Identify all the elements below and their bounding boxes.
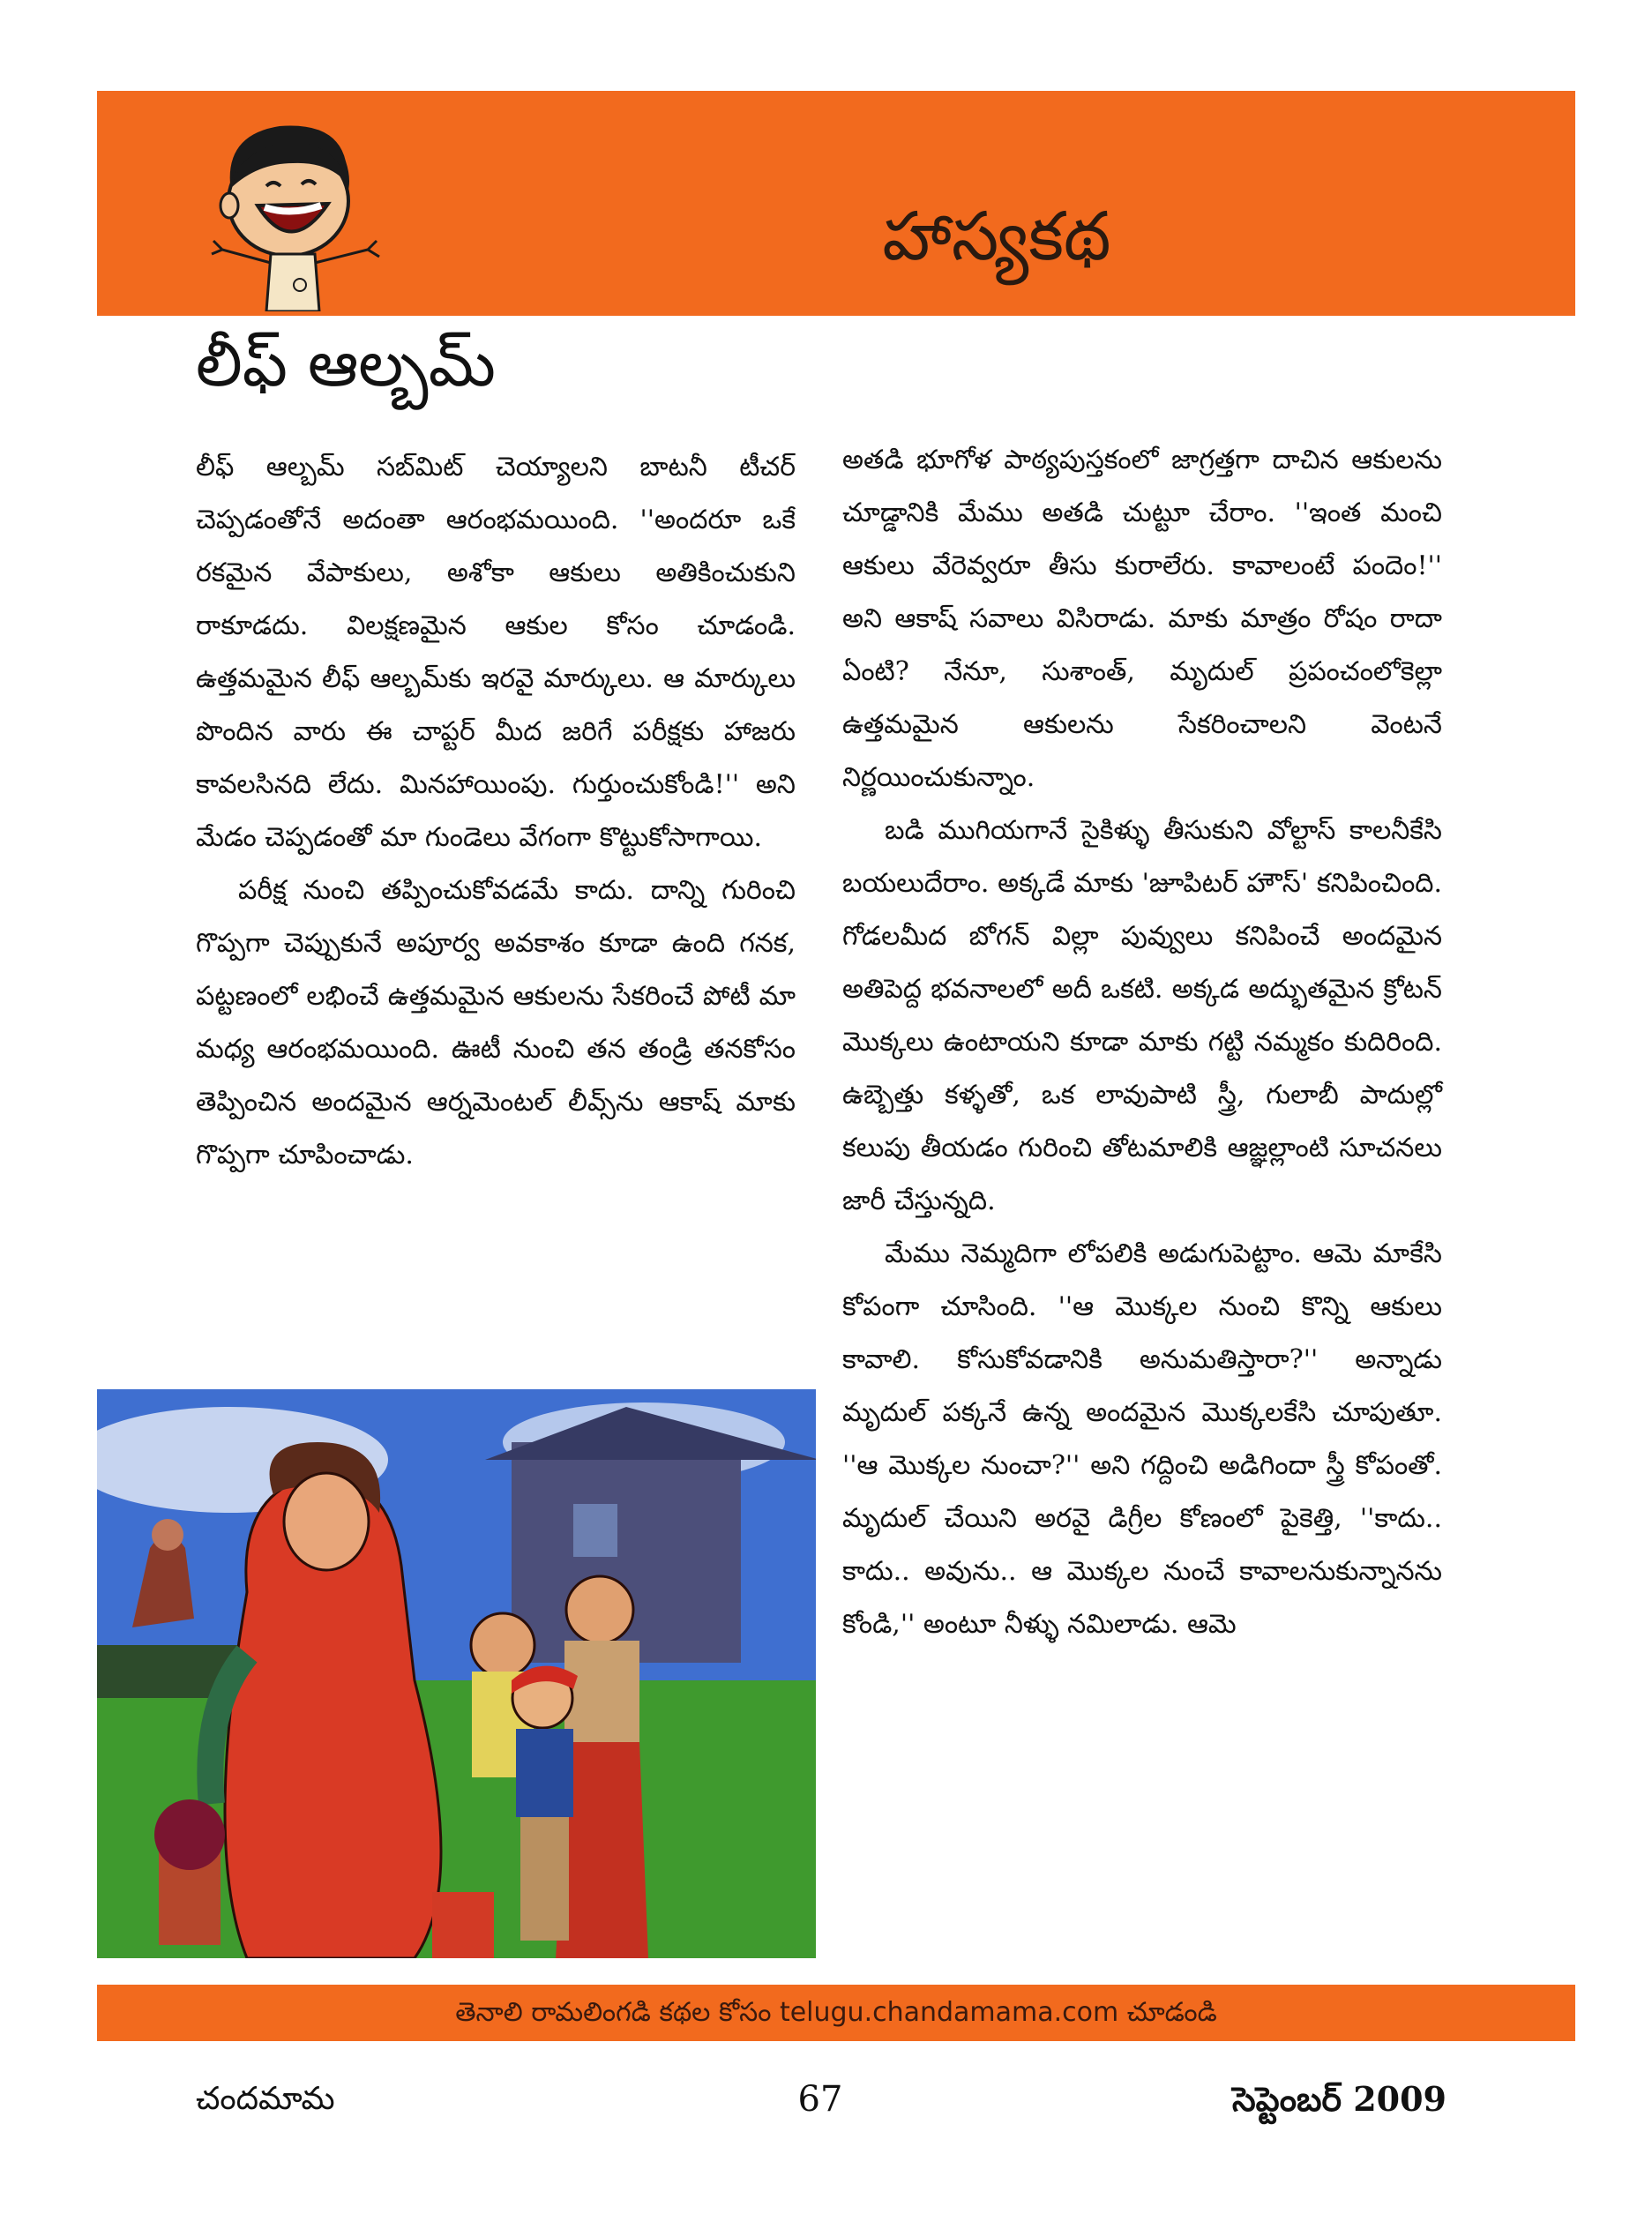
left-column — [196, 441, 796, 1182]
laughing-boy-mascot-icon — [196, 108, 407, 311]
header-banner — [97, 91, 1575, 316]
footer-magazine-name: చందమామ — [196, 2081, 335, 2117]
paragraph: లీఫ్ ఆల్బమ్ సబ్‌మిట్ చెయ్యాలని బాటనీ టీచర్ చెప్పడంతోనే అదంతా ఆరంభమయింది. ''అందరూ ఒకే రకమైన వేపాకులు, అశోకా ఆకులు అతికించుకుని రాకూడదు. విలక్షణమైన ఆకుల కోసం చూడండి. ఉత్తమమైన లీఫ్ ఆల్బమ్‌కు ఇరవై మార్కులు. ఆ మార్కులు పొందిన వారు ఈ చాప్టర్ మీద జరిగే పరీక్షకు హాజరు కావలసినది లేదు. మినహాయింపు. గుర్తుంచుకోండి!'' అని మేడం చెప్పడంతో మా గుండెలు వేగంగా కొట్టుకోసాగాయి. — [196, 452, 796, 853]
story-illustration — [97, 1389, 816, 1958]
footer-page-number: 67 — [797, 2079, 843, 2120]
promo-banner-text: తెనాలి రామలింగడి కథల కోసం telugu.chandamama.com చూడండి — [455, 1997, 1217, 2028]
paragraph: అతడి భూగోళ పాఠ్యపుస్తకంలో జాగ్రత్తగా దాచిన ఆకులను చూడ్డానికి మేము అతడి చుట్టూ చేరాం. ''ఇంత మంచి ఆకులు వేరెవ్వరూ తీసు కురాలేరు. కావాలంటే పందెం!'' అని ఆకాష్ సవాలు విసిరాడు. మాకు మాత్రం రోషం రాదా ఏంటి? నేనూ, సుశాంత్, మృదుల్ ప్రపంచంలోకెల్లా ఉత్తమమైన ఆకులను సేకరించాలని వెంటనే నిర్ణయించుకున్నాం. — [842, 445, 1442, 793]
paragraph: పరీక్ష నుంచి తప్పించుకోవడమే కాదు. దాన్ని గురించి గొప్పగా చెప్పుకునే అపూర్వ అవకాశం కూడా ఉంది గనక, పట్టణంలో లభించే ఉత్తమమైన ఆకులను సేకరించే పోటీ మా మధ్య ఆరంభమయింది. ఊటీ నుంచి తన తండ్రి తనకోసం తెప్పించిన అందమైన ఆర్నమెంటల్ లీవ్స్‌ను ఆకాష్ మాకు గొప్పగా చూపించాడు. — [196, 875, 796, 1171]
paragraph: బడి ముగియగానే సైకిళ్ళు తీసుకుని వోల్టాస్ కాలనీకేసి బయలుదేరాం. అక్కడే మాకు 'జూపిటర్ హౌస్' కనిపించింది. గోడలమీద బోగన్ విల్లా పువ్వులు కనిపించే అందమైన అతిపెద్ద భవనాలలో అదీ ఒకటి. అక్కడ అద్భుతమైన క్రోటన్ మొక్కలు ఉంటాయని కూడా మాకు గట్టి నమ్మకం కుదిరింది. ఉబ్బెత్తు కళ్ళతో, ఒక లావుపాటి స్త్రీ, గులాబీ పాదుల్లో కలుపు తీయడం గురించి తోటమాలికి ఆజ్ఞల్లాంటి సూచనలు జారీ చేస్తున్నది. — [842, 815, 1442, 1216]
story-title: లీఫ్ ఆల్బమ్ — [196, 326, 496, 400]
footer-date: సెప్టెంబర్ 2009 — [1232, 2079, 1446, 2119]
paragraph: మేము నెమ్మదిగా లోపలికి అడుగుపెట్టాం. ఆమె మాకేసి కోపంగా చూసింది. ''ఆ మొక్కల నుంచి కొన్ని ఆకులు కావాలి. కోసుకోవడానికి అనుమతిస్తారా?'' అన్నాడు మృదుల్ పక్కనే ఉన్న అందమైన మొక్కలకేసి చూపుతూ. ''ఆ మొక్కల నుంచా?'' అని గద్దించి అడిగిందా స్త్రీ కోపంతో. మృదుల్ చేయిని అరవై డిగ్రీల కోణంలో పైకెత్తి, ''కాదు.. కాదు.. అవును.. ఆ మొక్కల నుంచే కావాలనుకున్నానను కోండి,'' అంటూ నీళ్ళు నమిలాడు. ఆమె — [842, 1238, 1442, 1640]
right-column — [842, 434, 1442, 1651]
promo-banner — [97, 1985, 1575, 2041]
section-title: హాస్యకథ — [882, 197, 1111, 275]
